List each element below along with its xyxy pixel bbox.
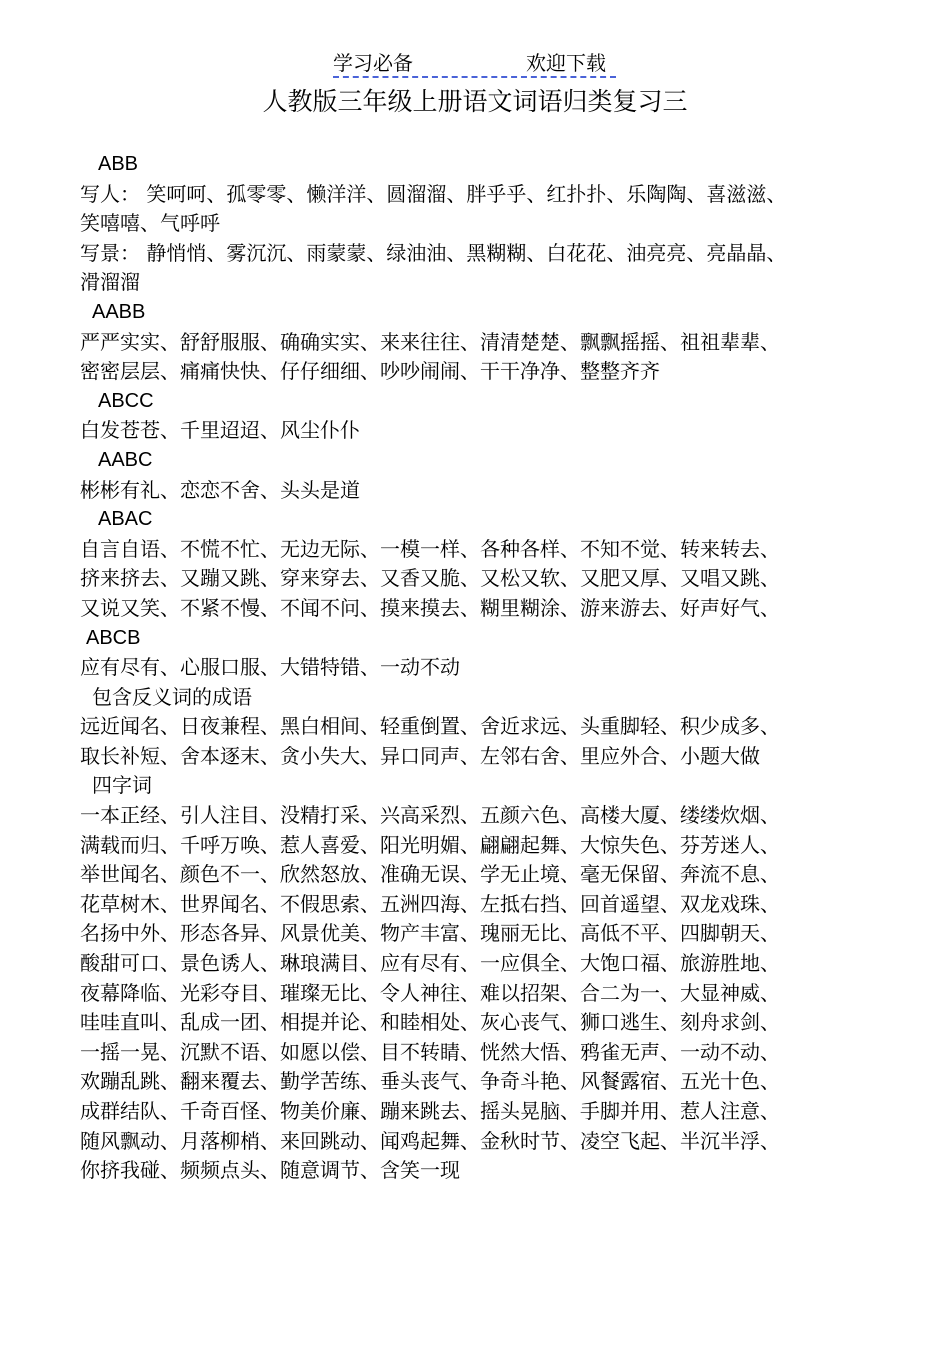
section-heading: AABB [92,300,146,323]
header-left-text: 学习必备 [333,51,413,75]
text-line: 又说又笑、不紧不慢、不闻不问、摸来摸去、糊里糊涂、游来游去、好声好气、 [80,595,780,620]
text-line: 白发苍苍、千里迢迢、风尘仆仆 [80,418,360,443]
text-line: 四字词 [92,773,152,798]
text-line: 酸甜可口、景色诱人、琳琅满目、应有尽有、一应俱全、大饱口福、旅游胜地、 [80,951,780,976]
text-line: 包含反义词的成语 [92,684,252,709]
section-heading: AABC [98,448,153,471]
section-heading: ABAC [98,508,153,531]
text-line: 满载而归、千呼万唤、惹人喜爱、阳光明媚、翩翩起舞、大惊失色、芬芳迷人、 [80,832,780,857]
text-line: 夜幕降临、光彩夺目、璀璨无比、令人神往、难以招架、合二为一、大显神威、 [80,980,780,1005]
text-line: 彬彬有礼、恋恋不舍、头头是道 [80,477,360,502]
text-line: 写人： 笑呵呵、孤零零、懒洋洋、圆溜溜、胖乎乎、红扑扑、乐陶陶、喜滋滋、 [80,181,787,206]
section-heading: ABCC [98,389,154,412]
text-line: 名扬中外、形态各异、风景优美、物产丰富、瑰丽无比、高低不平、四脚朝天、 [80,921,780,946]
text-line: 滑溜溜 [80,270,140,295]
text-line: 自言自语、不慌不忙、无边无际、一模一样、各种各样、不知不觉、转来转去、 [80,536,780,561]
text-line: 远近闻名、日夜兼程、黑白相间、轻重倒置、舍近求远、头重脚轻、积少成多、 [80,714,780,739]
section-heading: ABB [98,153,139,175]
text-line: 严严实实、舒舒服服、确确实实、来来往往、清清楚楚、飘飘摇摇、祖祖辈辈、 [80,329,780,354]
page-header [0,49,950,79]
document-title: 人教版三年级上册语文词语归类复习三 [262,87,688,116]
section-heading: ABCB [86,626,141,649]
text-line: 你挤我碰、频频点头、随意调节、含笑一现 [80,1158,460,1183]
text-line: 一摇一晃、沉默不语、如愿以偿、目不转睛、恍然大悟、鸦雀无声、一动不动、 [80,1039,780,1064]
text-line: 欢蹦乱跳、翻来覆去、勤学苦练、垂头丧气、争奇斗艳、风餐露宿、五光十色、 [80,1069,780,1094]
text-line: 花草树木、世界闻名、不假思索、五洲四海、左抵右挡、回首遥望、双龙戏珠、 [80,891,780,916]
text-line: 笑嘻嘻、气呼呼 [80,211,220,236]
text-line: 密密层层、痛痛快快、仔仔细细、吵吵闹闹、干干净净、整整齐齐 [80,359,660,384]
text-line: 成群结队、千奇百怪、物美价廉、蹦来跳去、摇头晃脑、手脚并用、惹人注意、 [80,1099,780,1123]
header-right-text: 欢迎下载 [526,51,606,75]
text-line: 写景： 静悄悄、雾沉沉、雨蒙蒙、绿油油、黑糊糊、白花花、油亮亮、亮晶晶、 [80,240,787,265]
text-line: 一本正经、引人注目、没精打采、兴高采烈、五颜六色、高楼大厦、缕缕炊烟、 [80,803,780,828]
text-line: 取长补短、舍本逐末、贪小失大、异口同声、左邻右舍、里应外合、小题大做 [80,743,760,768]
text-line: 随风飘动、月落柳梢、来回跳动、闻鸡起舞、金秋时节、凌空飞起、半沉半浮、 [80,1128,780,1153]
text-line: 哇哇直叫、乱成一团、相提并论、和睦相处、灰心丧气、狮口逃生、刻舟求剑、 [80,1010,780,1035]
text-line: 举世闻名、颜色不一、欣然怒放、准确无误、学无止境、毫无保留、奔流不息、 [80,862,780,887]
header-dashed-rule [333,76,616,78]
text-line: 挤来挤去、又蹦又跳、穿来穿去、又香又脆、又松又软、又肥又厚、又唱又跳、 [80,566,780,591]
document-body [80,150,850,1186]
text-line: 应有尽有、心服口服、大错特错、一动不动 [80,655,460,680]
